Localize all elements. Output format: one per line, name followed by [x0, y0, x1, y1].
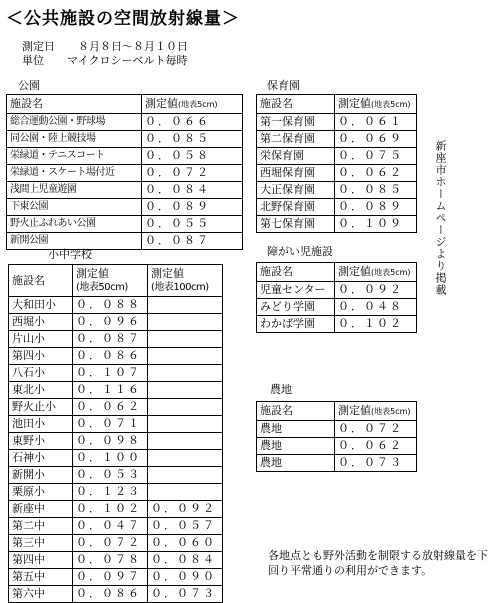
measurement-cell: ０．０７２: [142, 165, 243, 182]
measurement-100cm-cell: [148, 467, 223, 484]
table-row: [7, 182, 243, 199]
facility-name-cell: わかば学園: [257, 316, 335, 333]
measurement-50cm-cell: ０．１２３: [73, 484, 148, 501]
table-row: [9, 348, 223, 365]
measurement-100cm-cell: ０．０９０: [148, 569, 223, 586]
facility-name-cell: みどり学園: [257, 299, 335, 316]
parks-header-value: 測定値(地表5cm): [142, 95, 243, 114]
parks-label: 公園: [18, 79, 40, 92]
school-name-cell: 第四小: [9, 348, 73, 365]
table-row: [257, 131, 417, 148]
school-name-cell: 新開小: [9, 467, 73, 484]
facility-name-cell: 栄緑道・テニスコート: [7, 148, 142, 165]
table-row: [257, 282, 417, 299]
measurement-cell: ０．０６９: [335, 131, 417, 148]
facility-name-cell: 下東公園: [7, 199, 142, 216]
school-name-cell: 大和田小: [9, 297, 73, 314]
table-row: [257, 216, 417, 233]
date-value: ８月８日〜８月１０日: [78, 40, 188, 53]
table-row: [257, 114, 417, 131]
school-name-cell: 東野小: [9, 433, 73, 450]
facility-name-cell: 農地: [257, 438, 335, 455]
unit-label: 単位: [22, 54, 44, 67]
measurement-100cm-cell: ０．０９２: [148, 501, 223, 518]
measurement-50cm-cell: ０．０４７: [73, 518, 148, 535]
table-row: [9, 450, 223, 467]
table-row: [9, 518, 223, 535]
facility-name-cell: 浅間上児童遊園: [7, 182, 142, 199]
measurement-100cm-cell: [148, 314, 223, 331]
school-name-cell: 第六中: [9, 586, 73, 603]
measurement-cell: ０．０８５: [335, 182, 417, 199]
parks-table: [6, 94, 243, 250]
parks-header-name: 施設名: [7, 95, 142, 114]
measurement-cell: ０．０７３: [335, 455, 417, 472]
date-label: 測定日: [22, 40, 55, 53]
measurement-100cm-cell: [148, 331, 223, 348]
measurement-100cm-cell: [148, 297, 223, 314]
table-row: [257, 299, 417, 316]
measurement-50cm-cell: ０．０９７: [73, 569, 148, 586]
nursery-label: 保育園: [267, 79, 300, 92]
measurement-cell: ０．０８９: [142, 199, 243, 216]
disability-header-value: 測定値(地表5cm): [335, 263, 417, 282]
table-row: [7, 199, 243, 216]
measurement-50cm-cell: ０．１０７: [73, 365, 148, 382]
measurement-100cm-cell: ０．０８４: [148, 552, 223, 569]
school-name-cell: 東北小: [9, 382, 73, 399]
source-note: 新座市ホームページより掲載: [434, 140, 447, 296]
measurement-cell: ０．０６１: [335, 114, 417, 131]
measurement-50cm-cell: ０．０８６: [73, 586, 148, 603]
measurement-cell: ０．０５８: [142, 148, 243, 165]
school-name-cell: 第三中: [9, 535, 73, 552]
facility-name-cell: 大正保育園: [257, 182, 335, 199]
table-row: [9, 331, 223, 348]
measurement-cell: ０．０４８: [335, 299, 417, 316]
school-name-cell: 第五中: [9, 569, 73, 586]
schools-header-name: 施設名: [9, 265, 73, 297]
school-name-cell: 第二中: [9, 518, 73, 535]
table-row: [9, 314, 223, 331]
nursery-table: [256, 94, 417, 233]
table-row: [7, 165, 243, 182]
measurement-cell: ０．１０９: [335, 216, 417, 233]
measurement-50cm-cell: ０．０８７: [73, 331, 148, 348]
facility-name-cell: 第二保育園: [257, 131, 335, 148]
measurement-cell: ０．０８９: [335, 199, 417, 216]
measurement-cell: ０．０８５: [142, 131, 243, 148]
table-row: [9, 552, 223, 569]
table-row: [257, 316, 417, 333]
measurement-50cm-cell: ０．１０２: [73, 501, 148, 518]
measurement-100cm-cell: [148, 348, 223, 365]
measurement-100cm-cell: [148, 365, 223, 382]
table-row: [7, 148, 243, 165]
table-row: [7, 114, 243, 131]
measurement-50cm-cell: ０．０７１: [73, 416, 148, 433]
measurement-50cm-cell: ０．０９８: [73, 433, 148, 450]
table-row: [7, 233, 243, 250]
measurement-100cm-cell: [148, 450, 223, 467]
measurement-cell: ０．０７５: [335, 148, 417, 165]
facility-name-cell: 農地: [257, 455, 335, 472]
facility-name-cell: 北野保育園: [257, 199, 335, 216]
school-name-cell: 第四中: [9, 552, 73, 569]
measurement-cell: ０．１０２: [335, 316, 417, 333]
table-row: [9, 382, 223, 399]
school-name-cell: 池田小: [9, 416, 73, 433]
measurement-unit-row: [22, 52, 188, 68]
measurement-50cm-cell: ０．０７２: [73, 535, 148, 552]
measurement-cell: ０．０６６: [142, 114, 243, 131]
school-name-cell: 西堀小: [9, 314, 73, 331]
school-name-cell: 片山小: [9, 331, 73, 348]
school-name-cell: 八石小: [9, 365, 73, 382]
table-row: [257, 182, 417, 199]
farmland-header-value: 測定値(地表5cm): [335, 402, 417, 421]
table-row: [9, 365, 223, 382]
measurement-100cm-cell: [148, 399, 223, 416]
measurement-50cm-cell: ０．０９６: [73, 314, 148, 331]
nursery-header-name: 施設名: [257, 95, 335, 114]
measurement-50cm-cell: ０．０６２: [73, 399, 148, 416]
facility-name-cell: 同公園・陸上競技場: [7, 131, 142, 148]
measurement-cell: ０．０９２: [335, 282, 417, 299]
school-name-cell: 新座中: [9, 501, 73, 518]
measurement-50cm-cell: ０．０８６: [73, 348, 148, 365]
measurement-50cm-cell: ０．０７８: [73, 552, 148, 569]
measurement-cell: ０．０７２: [335, 421, 417, 438]
facility-name-cell: 第七保育園: [257, 216, 335, 233]
school-name-cell: 石神小: [9, 450, 73, 467]
measurement-cell: ０．０５５: [142, 216, 243, 233]
measurement-cell: ０．０６２: [335, 165, 417, 182]
disability-header-name: 施設名: [257, 263, 335, 282]
nursery-header-value: 測定値(地表5cm): [335, 95, 417, 114]
page-title: ＜公共施設の空間放射線量＞: [6, 9, 240, 29]
table-row: [257, 438, 417, 455]
disability-table: [256, 262, 417, 333]
footer-note: 各地点とも野外活動を制限する放射線量を下回り平常通りの利用ができます。: [268, 549, 488, 577]
table-row: [9, 501, 223, 518]
measurement-50cm-cell: ０．０８８: [73, 297, 148, 314]
facility-name-cell: 野火止ふれあい公園: [7, 216, 142, 233]
measurement-cell: ０．０８４: [142, 182, 243, 199]
facility-name-cell: 栄保育園: [257, 148, 335, 165]
table-row: [9, 399, 223, 416]
facility-name-cell: 第一保育園: [257, 114, 335, 131]
facility-name-cell: 児童センター: [257, 282, 335, 299]
school-name-cell: 栗原小: [9, 484, 73, 501]
table-row: [9, 467, 223, 484]
table-row: [9, 297, 223, 314]
measurement-50cm-cell: ０．１００: [73, 450, 148, 467]
measurement-100cm-cell: ０．０７３: [148, 586, 223, 603]
schools-header-value-50: 測定値 (地表50cm): [73, 265, 148, 297]
measurement-100cm-cell: [148, 433, 223, 450]
facility-name-cell: 西堀保育園: [257, 165, 335, 182]
facility-name-cell: 総合運動公園・野球場: [7, 114, 142, 131]
farmland-label: 農地: [270, 383, 292, 396]
measurement-100cm-cell: ０．０５７: [148, 518, 223, 535]
farmland-table: [256, 401, 417, 472]
farmland-header-name: 施設名: [257, 402, 335, 421]
table-row: [7, 131, 243, 148]
schools-table: [8, 264, 223, 603]
measurement-cell: ０．０６２: [335, 438, 417, 455]
measurement-50cm-cell: ０．０５３: [73, 467, 148, 484]
facility-name-cell: 栄緑道・スケート場付近: [7, 165, 142, 182]
measurement-cell: ０．０８７: [142, 233, 243, 250]
table-row: [7, 216, 243, 233]
table-row: [9, 569, 223, 586]
disability-label: 障がい児施設: [267, 245, 333, 258]
school-name-cell: 野火止小: [9, 399, 73, 416]
measurement-100cm-cell: [148, 416, 223, 433]
table-row: [257, 165, 417, 182]
facility-name-cell: 新開公園: [7, 233, 142, 250]
table-row: [9, 433, 223, 450]
table-row: [257, 199, 417, 216]
measurement-100cm-cell: [148, 382, 223, 399]
table-row: [257, 148, 417, 165]
table-row: [9, 416, 223, 433]
unit-value: マイクロシーベルト毎時: [67, 54, 188, 67]
table-row: [257, 455, 417, 472]
table-row: [257, 421, 417, 438]
table-row: [9, 484, 223, 501]
schools-label: 小中学校: [48, 248, 92, 261]
schools-header-value-100: 測定値 (地表100cm): [148, 265, 223, 297]
measurement-50cm-cell: ０．１１６: [73, 382, 148, 399]
table-row: [9, 535, 223, 552]
measurement-100cm-cell: ０．０６０: [148, 535, 223, 552]
measurement-100cm-cell: [148, 484, 223, 501]
facility-name-cell: 農地: [257, 421, 335, 438]
